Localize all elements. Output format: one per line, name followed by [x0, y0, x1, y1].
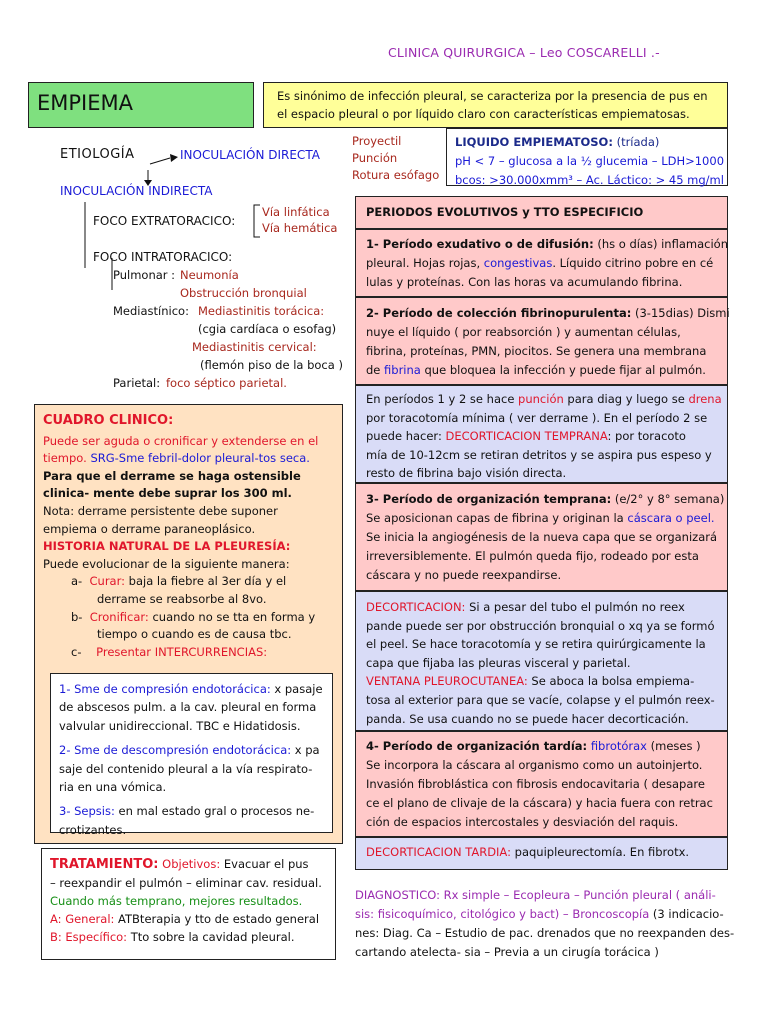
period-4-line-1: [366, 737, 727, 756]
period-1-l2c: . Líquido citrino pobre en cé: [552, 256, 714, 270]
clinical-line-5: Nota: derrame persistente debe suponer: [43, 503, 278, 518]
period-4-title: 4- Período de organización tardía:: [366, 739, 588, 753]
ventana-title: VENTANA PLEUROCUTANEA:: [366, 674, 528, 689]
etiology-direct: INOCULACIÓN DIRECTA: [180, 148, 320, 162]
period-2-box: [355, 297, 728, 385]
intercurrences-box: [50, 673, 333, 837]
liquid-subtitle: (tríada): [616, 135, 660, 149]
period-1-box: [355, 229, 728, 297]
period-2-line-3: fibrina, proteínas, PMN, piocitos. Se genera una membrana: [366, 344, 707, 358]
direct-causes: [352, 133, 439, 184]
period-4-line-4: ce el plano de clivaje de la cáscara) y hacia fuera con retrac: [366, 796, 713, 810]
early-line-1: [366, 390, 727, 409]
period-1-duration: (hs o días) inflamación: [593, 237, 728, 251]
intercurrence-1-line-2: de abscesos pulm. a la cav. pleural en forma: [59, 700, 317, 715]
period-1-congestivas: congestivas: [483, 256, 553, 270]
intercurrence-2-line-2: saje del contenido pleural a la vía respirato-: [59, 761, 313, 776]
period-2-line-1: [366, 304, 730, 323]
period-1-l2a: pleural. Hojas rojas,: [366, 256, 484, 270]
history-b-title: Cronificar:: [89, 609, 149, 624]
clinical-line-2: [43, 450, 342, 468]
intercurrence-1-b: x pasaje: [270, 682, 323, 696]
direct-cause-3: Rotura esófago: [352, 168, 440, 182]
period-3-line-2: [366, 509, 727, 528]
early-l1c: para diag y luego se: [563, 392, 689, 406]
intra-label: FOCO INTRATORACICO:: [93, 250, 233, 264]
history-c-title: Presentar INTERCURRENCIAS:: [96, 644, 268, 659]
definition-line-2: el espacio pleural o por líquido claro con características empiematosas.: [277, 107, 690, 121]
history-a-text: baja la fiebre al 3er día y el: [125, 574, 287, 589]
page-title: EMPIEMA: [37, 91, 133, 115]
decort-title: DECORTICACION:: [366, 600, 466, 614]
decort-line-1: [366, 598, 727, 617]
intercurrence-1-title: 1- Sme de compresión endotorácica:: [59, 682, 271, 696]
treatment-line-5: [50, 928, 335, 946]
treatment-general-text: ATBterapia y tto de estado general: [114, 912, 320, 926]
treatment-line-1: [50, 855, 335, 874]
intercurrence-3-b: en mal estado gral o procesos ne-: [114, 804, 315, 819]
period-3-peel: cáscara o peel.: [627, 511, 715, 525]
diagnostic-line-2: [355, 905, 734, 924]
liquid-line-1: pH < 7 – glucosa a la ½ glucemia – LDH>1000: [455, 154, 725, 168]
diagnostic-section: [355, 886, 734, 962]
intercurrence-2-b: x pa: [291, 743, 320, 758]
decort-line-3: el peel. Se hace toracotomía y se retira quirúrgicamente la: [366, 637, 706, 652]
period-2-line-4: [366, 361, 727, 380]
intercurrence-2-title: 2- Sme de descompresión endotorácica:: [59, 743, 292, 758]
liquid-title: LIQUIDO EMPIEMATOSO:: [455, 135, 613, 149]
treatment-line-4: [50, 910, 335, 928]
history-c: [43, 644, 342, 662]
pulmonar-item-2: Obstrucción bronquial: [180, 286, 307, 300]
period-3-line-1: [366, 490, 727, 509]
period-4-line-3: Invasión fibroblástica con fibrosis endocavitaria ( desapare: [366, 777, 705, 791]
period-2-l4c: que bloquea la infección y puede fijar al pulmón.: [420, 363, 706, 377]
early-line-2: por toracotomía mínima ( ver derrame ). En el período 2 se: [366, 410, 708, 425]
mediast-label: Mediastínico:: [113, 304, 189, 318]
mediast-cervical: Mediastinitis cervical:: [192, 340, 317, 354]
treatment-specific-text: Tto sobre la cavidad pleural.: [127, 930, 295, 944]
intercurrence-3-line-2: crotizantes.: [59, 822, 127, 837]
etiology-label: ETIOLOGÍA: [60, 147, 135, 162]
period-2-title: 2- Período de colección fibrinopurulenta:: [366, 306, 632, 320]
period-4-line-2: Se incorpora la cáscara al organismo como un autoinjerto.: [366, 758, 703, 772]
early-line-3: [366, 427, 727, 446]
diagnostic-line-1: DIAGNOSTICO: Rx simple – Ecopleura – Punción pleural ( análi-: [355, 888, 716, 902]
intercurrence-2: [59, 741, 332, 759]
period-2-duration: (3-15dias) Dismi: [631, 306, 730, 320]
period-2-fibrina: fibrina: [384, 363, 421, 377]
decort-line-7: panda. Se usa cuando no se puede hacer decorticación.: [366, 711, 689, 726]
treatment-general-label: A: General:: [50, 912, 115, 926]
treatment-line-2: – reexpandir el pulmón – eliminar cav. residual.: [50, 876, 322, 890]
pulmonar-item-1: Neumonía: [180, 268, 239, 282]
early-puncion: punción: [518, 392, 564, 406]
late-decortication-box: [355, 837, 728, 870]
period-2-line-2: nuye el líquido ( por reabsorción ) y aumentan células,: [366, 325, 681, 339]
diagnostic-l2b: (3 indicacio-: [649, 907, 724, 921]
mediast-cervical-note: (flemón piso de la boca ): [200, 358, 343, 372]
treatment-specific-label: B: Específico:: [50, 930, 128, 944]
history-a-2: derrame se reabsorbe al 8vo.: [97, 591, 267, 606]
diagnostic-line-4: cartando atelecta- sia – Previa a un cirugía torácica ): [355, 945, 659, 959]
period-1-title: 1- Período exudativo o de difusión:: [366, 237, 594, 251]
history-a-letter: a-: [71, 574, 83, 589]
pulmonar-label: Pulmonar :: [113, 268, 176, 282]
treatment-title: TRATAMIENTO:: [50, 857, 159, 872]
period-1-line-3: lulas y proteínas. Con las horas va acumulando fibrina.: [366, 275, 683, 289]
intercurrence-3: [59, 802, 332, 820]
decort-line-5: [366, 672, 727, 691]
period-3-duration: (e/2° y 8° semana): [611, 492, 725, 506]
treatment-box: [41, 848, 336, 960]
period-3-l2a: Se aposicionan capas de fibrina y originan la: [366, 511, 628, 525]
early-line-5: resto de fibrina bajo visión directa.: [366, 466, 567, 480]
title-box: [28, 82, 254, 128]
history-intro: Puede evolucionar de la siguiente manera:: [43, 556, 290, 571]
early-l3c: : por toracoto: [607, 429, 686, 443]
early-treatment-box: [355, 385, 728, 483]
diagnostic-line-3: nes: Diag. Ca – Estudio de pac. drenados que no reexpanden des-: [355, 926, 735, 940]
intercurrence-1: [59, 680, 332, 698]
mediast-toracica: Mediastinitis torácica:: [198, 304, 325, 318]
clinical-srg: SRG-Sme febril-dolor pleural-tos seca.: [90, 451, 310, 466]
etiology-arrow-direct-line: [150, 158, 170, 164]
history-title: HISTORIA NATURAL DE LA PLEURESÍA:: [43, 539, 291, 554]
clinical-line-6: empiema o derrame paraneoplásico.: [43, 521, 256, 536]
period-4-fibrotorax: fibrotórax: [590, 739, 647, 753]
extra-bracket: [250, 204, 262, 238]
decort-line-4: capa que fijaba las pleuras visceral y parietal.: [366, 655, 631, 670]
history-c-letter: c-: [71, 644, 82, 659]
period-3-line-3: Se inicia la angiogénesis de la nueva capa que se organizará: [366, 530, 718, 544]
ventana-l5b: Se aboca la bolsa empiema-: [527, 674, 695, 689]
periods-title-box: [355, 196, 728, 229]
etiology-arrow-direct-head: [170, 154, 178, 162]
extra-label: FOCO EXTRATORACICO:: [93, 214, 236, 228]
decort-l1b: Si a pesar del tubo el pulmón no reex: [465, 600, 685, 614]
clinical-l2a: tiempo.: [43, 451, 91, 466]
early-l3a: puede hacer:: [366, 429, 446, 443]
liquid-title-line: [455, 133, 727, 152]
liquid-line-2: bcos: >30.000xmm³ – Ac. Láctico: > 45 mg/ml: [455, 173, 724, 187]
treatment-objectives-text: Evacuar el pus: [220, 857, 309, 871]
mediast-toracica-note: (cgia cardíaca o esofag): [198, 322, 337, 336]
decortication-box: [355, 591, 728, 731]
period-4-line-5: ción de espacios intercostales y desviación del raquis.: [366, 815, 679, 829]
period-3-box: [355, 483, 728, 591]
etiology-indirect: INOCULACIÓN INDIRECTA: [60, 184, 213, 198]
extra-item-1: Vía linfática: [262, 205, 330, 219]
early-decorticacion: DECORTICACION TEMPRANA: [445, 429, 608, 443]
clinical-line-4: clinica- mente debe suprar los 300 ml.: [43, 486, 292, 501]
period-3-line-4: irreversiblemente. El pulmón queda fijo, rodeado por esta: [366, 549, 699, 563]
period-2-l4a: de: [366, 363, 385, 377]
extra-items: [262, 204, 337, 236]
intercurrence-3-title: 3- Sepsis:: [59, 804, 115, 819]
intercurrence-2-line-3: ria en una vómica.: [59, 780, 167, 795]
early-line-4: mía de 10-12cm se retiran detritos y se aspira pus espeso y: [366, 447, 712, 462]
clinical-line-3: Para que el derrame se haga ostensible: [43, 468, 301, 483]
period-1-line-2: [366, 254, 727, 273]
late-title: DECORTICACION TARDIA:: [366, 845, 511, 859]
treatment-line-3: Cuando más temprano, mejores resultados.: [50, 894, 303, 908]
history-b-text: cuando no se tta en forma y: [148, 609, 316, 624]
history-b: [43, 609, 342, 627]
intercurrence-1-line-3: valvular unidireccional. TBC e Hidatidosis.: [59, 718, 301, 733]
parietal-label: Parietal:: [113, 376, 161, 390]
early-drena: drena: [688, 392, 722, 406]
period-1-line-1: [366, 235, 727, 254]
definition-box: [263, 82, 728, 128]
early-l1a: En períodos 1 y 2 se hace: [366, 392, 519, 406]
liquid-box: [446, 128, 728, 186]
clinical-line-1: Puede ser aguda o cronificar y extenderse en el: [43, 433, 319, 448]
periods-title: PERIODOS EVOLUTIVOS y TTO ESPECIFICIO: [366, 205, 644, 219]
history-b-letter: b-: [71, 609, 83, 624]
definition-line-1: Es sinónimo de infección pleural, se caracteriza por la presencia de pus en: [277, 89, 708, 103]
extra-item-2: Vía hemática: [262, 221, 338, 235]
late-text: paquipleurectomía. En fibrotx.: [510, 845, 690, 859]
period-4-box: [355, 731, 728, 837]
direct-cause-1: Proyectil: [352, 134, 402, 148]
history-a-title: Curar:: [89, 574, 126, 589]
period-3-line-5: cáscara y no puede reexpandirse.: [366, 568, 562, 582]
parietal-item: foco séptico parietal.: [166, 376, 287, 390]
treatment-objectives-label: Objetivos:: [158, 857, 221, 871]
direct-cause-2: Punción: [352, 151, 398, 165]
clinical-title: CUADRO CLINICO:: [43, 413, 174, 428]
period-3-title: 3- Período de organización temprana:: [366, 492, 612, 506]
history-b-2: tiempo o cuando es de causa tbc.: [97, 627, 292, 642]
late-line: [366, 845, 727, 859]
decort-line-6: tosa al exterior para que se vacíe, colapse y el pulmón reex-: [366, 692, 715, 707]
diagnostic-l2a: sis: fisicoquímico, citológico y bact) – Broncoscopía: [355, 907, 650, 921]
history-a: [43, 573, 342, 591]
decort-line-2: pande puede ser por obstrucción bronquial o xq ya se formó: [366, 618, 715, 633]
period-4-l1c: (meses ): [647, 739, 701, 753]
page-header: CLINICA QUIRURGICA – Leo COSCARELLI .-: [388, 45, 660, 60]
